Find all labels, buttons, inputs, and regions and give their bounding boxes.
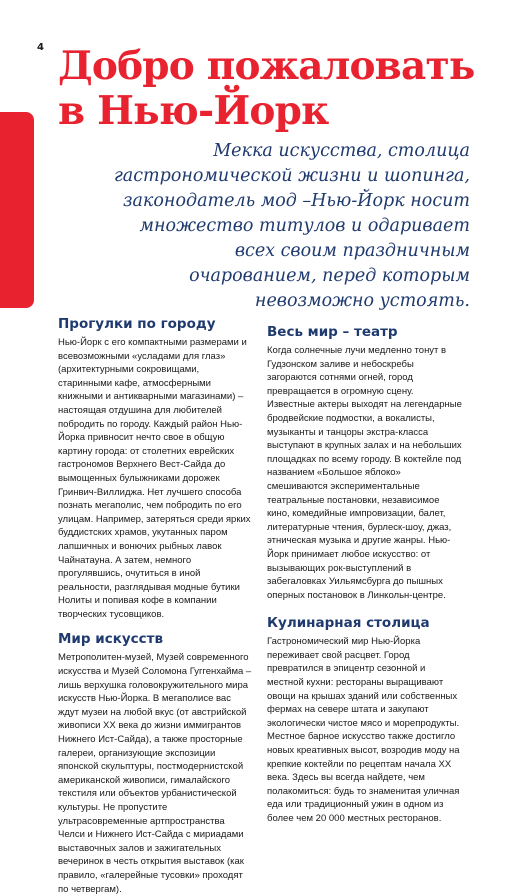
section-heading-walks: Прогулки по городу xyxy=(58,316,216,332)
right-column xyxy=(267,312,463,826)
section-heading-art: Мир искусств xyxy=(58,631,164,648)
page-title xyxy=(58,44,475,134)
page-title-line2: в Нью-Йорк xyxy=(58,88,329,134)
section-body-art: Метрополитен-музей, Музей современного искусства и Музей Соломона Гуггенхайма – лишь верхушка головокружительного мира искусств Нью-Йорка. В мегаполисе вас ждут музеи на любой вкус (от австрийской живописи XX века до жизни иммигрантов Нижнего Ист-Сайда), а также просторные галереи, организующие экспозиции японской скульптуры, постмодернистской американской живописи, гималайского текстиля или объектов урбанистической культуры. Не пропустите ультрасовременные артпространства Челси и Нижнего Ист-Сайда с мириадами выставочных залов и зажигательных вечеринок в честь открытия выставок (как правило, «галерейные тусовки» проходят по четвергам). xyxy=(58,652,252,895)
left-column xyxy=(58,312,254,896)
section-heading-theatre: Весь мир – театр xyxy=(267,324,398,340)
section-body-walks: Нью-Йорк с его компактными размерами и всевозможными «усладами для глаз» (архитектурными сокровищами, старинными кафе, атмосферными книжными и антикварными магазинами) – настоящая отдушина для любителей побродить по городу. Каждый район Нью-Йорка привносит нечто свое в общую картину города: от столетних еврейских гастрономов Верхнего Вест-Сайда до вымощенных булыжниками дорожек Гринвич-Виллиджа. Нет лучшего способа познать мегаполис, чем побродить по его улицам. Например, затеряться среди ярких буддистских храмов, укутанных паром лапшичных и вонючих рыбных лавок Чайнатауна. А затем, немного прогулявшись, очутиться в иной реальности, разглядывая модные бутики Нолиты и попивая кофе в компании творческих тусовщиков. xyxy=(58,337,251,620)
section-body-theatre: Когда солнечные лучи медленно тонут в Гудзонском заливе и небоскребы загораются сотнями огней, город превращается в огромную сцену. Известные актеры выходят на легендарные бродвейские подмостки, а вокалисты, музыканты и танцоры экстра-класса выступают в крупных залах и на небольших площадках по всему городу. В коктейле под названием «Большое яблоко» смешиваются экспериментальные театральные постановки, независимое кино, комедийные импровизации, балет, литературные чтения, бурлеск-шоу, джаз, этническая музыка и другие жанры. Нью-Йорк принимает любое искусство: от вызывающих рок-выступлений в забегаловках Уильямсбурга до пышных оперных постановок в Линкольн-центре. xyxy=(267,345,462,601)
section-body-food: Гастрономический мир Нью-Йорка переживает свой расцвет. Город превратился в эпицентр сезонной и местной кухни: рестораны выращивают овощи на крышах зданий или собственных фермах на севере штата и закупают экологически чистое мясо и морепродукты. Местное барное искусство также достигло новых креативных высот, возродив моду на крепкие коктейли по рецептам начала XX века. Здесь вы всегда найдете, чем полакомиться: будь то знаменитая уличная еда или традиционный ужин в одном из более чем 20 000 местных ресторанов. xyxy=(267,636,460,824)
page-number: 4 xyxy=(37,42,44,53)
chapter-side-tab xyxy=(0,112,34,308)
intro-lead: Мекка искусства, столица гастрономической жизни и шопинга, законодатель мод –Нью-Йорк носит множество титулов и одаривает всех своим праздничным очарованием, перед которым невозможно устоять. xyxy=(113,141,470,311)
page-title-line1: Добро пожаловать xyxy=(58,43,475,89)
section-heading-food: Кулинарная столица xyxy=(267,615,430,632)
